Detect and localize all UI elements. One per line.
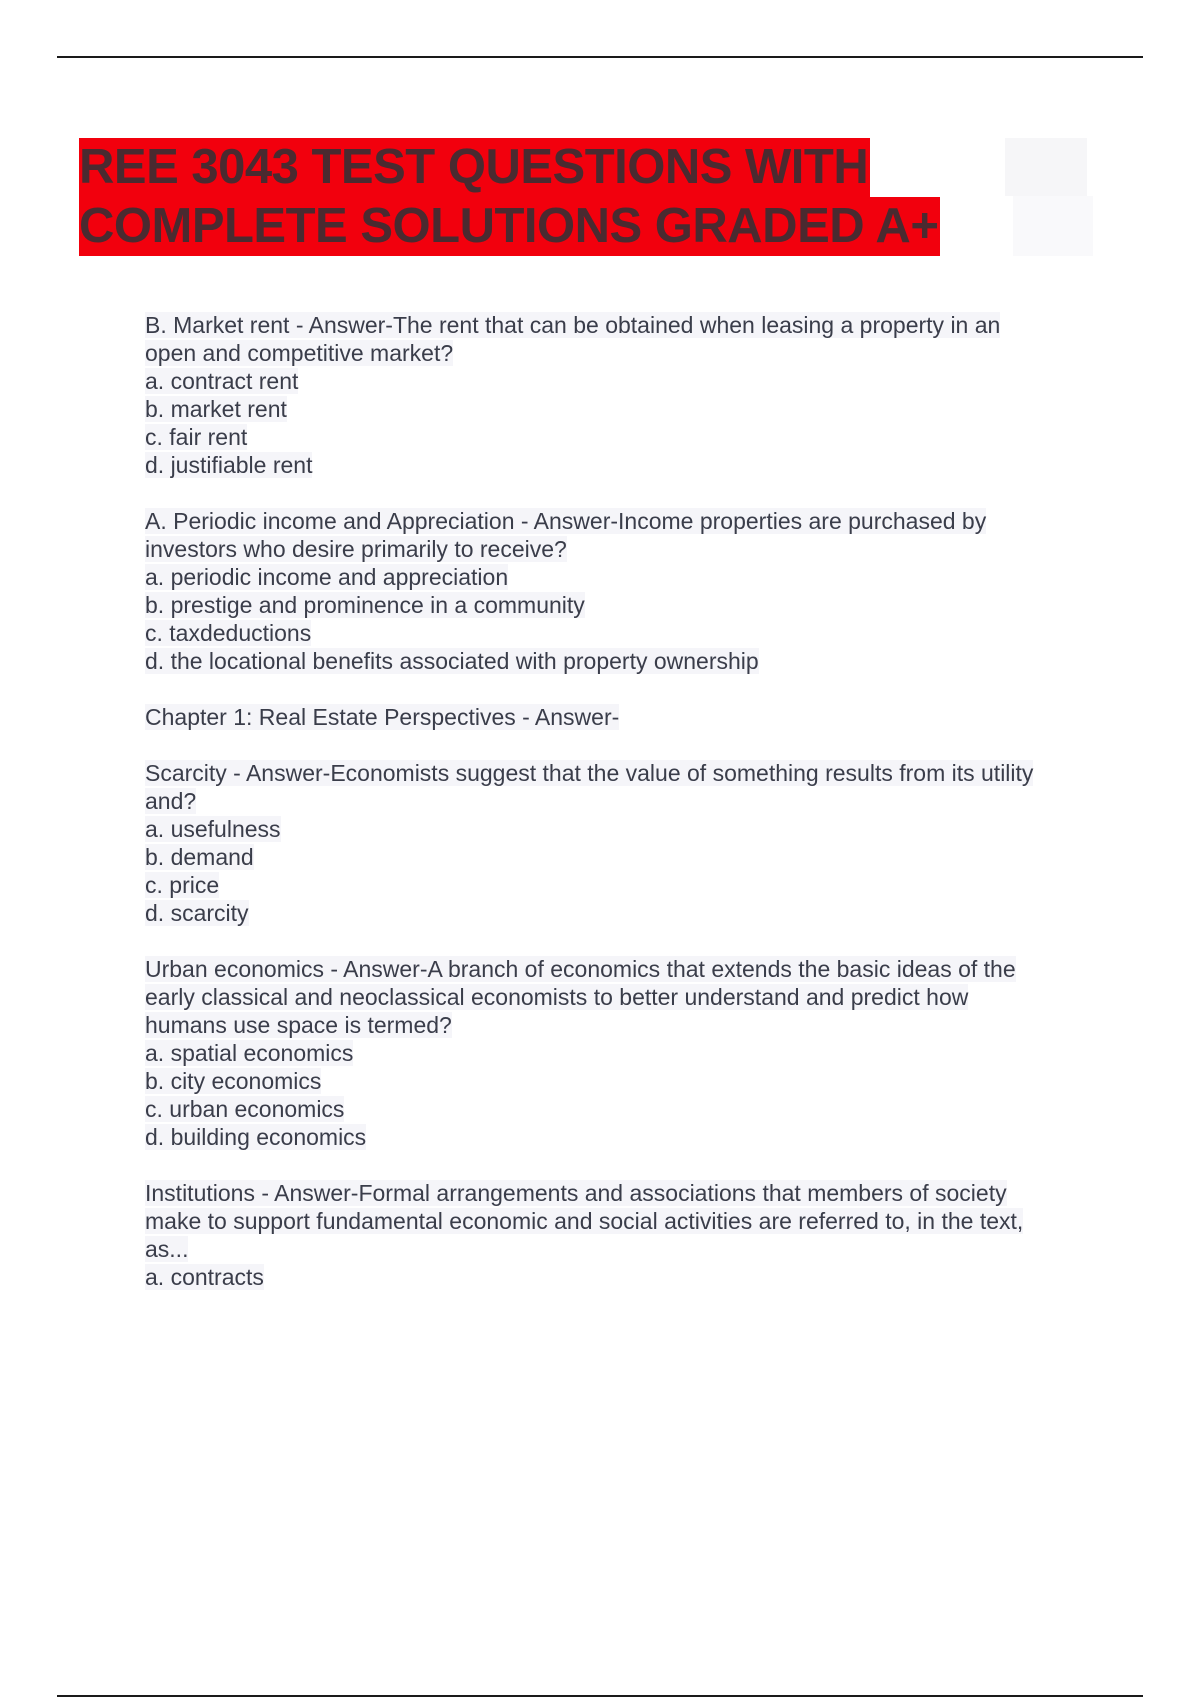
answer-option: d. the locational benefits associated with property ownership <box>145 648 759 674</box>
question-text: investors who desire primarily to receive? <box>145 536 567 562</box>
answer-option: d. justifiable rent <box>145 452 313 478</box>
question-text: Urban economics - Answer-A branch of economics that extends the basic ideas of the <box>145 956 1016 982</box>
answer-option: a. contract rent <box>145 368 299 394</box>
title-line-1: REE 3043 TEST QUESTIONS WITH <box>79 138 870 197</box>
question-text: B. Market rent - Answer-The rent that can be obtained when leasing a property in an <box>145 312 1001 338</box>
question-text: make to support fundamental economic and social activities are referred to, in the text, <box>145 1208 1024 1234</box>
question-list <box>145 311 1105 1319</box>
answer-option: b. market rent <box>145 396 287 422</box>
answer-option: c. price <box>145 872 220 898</box>
question-block <box>145 311 1105 479</box>
question-text: humans use space is termed? <box>145 1012 452 1038</box>
title-line-2: COMPLETE SOLUTIONS GRADED A+ <box>79 197 940 256</box>
document-title <box>79 138 1099 256</box>
answer-option: c. urban economics <box>145 1096 345 1122</box>
question-text: as... <box>145 1236 189 1262</box>
answer-option: b. demand <box>145 844 254 870</box>
bottom-rule <box>57 1695 1143 1697</box>
question-block <box>145 1179 1105 1291</box>
question-text: and? <box>145 788 197 814</box>
answer-option: c. fair rent <box>145 424 248 450</box>
answer-option: b. city economics <box>145 1068 322 1094</box>
question-text: early classical and neoclassical economists to better understand and predict how <box>145 984 969 1010</box>
answer-option: c. taxdeductions <box>145 620 312 646</box>
question-text: Scarcity - Answer-Economists suggest that the value of something results from its utility <box>145 760 1034 786</box>
answer-option: a. contracts <box>145 1264 264 1290</box>
answer-option: d. building economics <box>145 1124 367 1150</box>
question-block <box>145 759 1105 927</box>
answer-option: a. periodic income and appreciation <box>145 564 509 590</box>
chapter-heading: Chapter 1: Real Estate Perspectives - Answer- <box>145 704 620 730</box>
question-text: A. Periodic income and Appreciation - Answer-Income properties are purchased by <box>145 508 987 534</box>
top-rule <box>57 56 1143 58</box>
answer-option: d. scarcity <box>145 900 249 926</box>
answer-option: b. prestige and prominence in a community <box>145 592 585 618</box>
answer-option: a. usefulness <box>145 816 281 842</box>
answer-option: a. spatial economics <box>145 1040 354 1066</box>
question-block <box>145 507 1105 675</box>
question-text: Institutions - Answer-Formal arrangements and associations that members of society <box>145 1180 1007 1206</box>
chapter-heading-block <box>145 703 1105 731</box>
question-text: open and competitive market? <box>145 340 454 366</box>
question-block <box>145 955 1105 1151</box>
